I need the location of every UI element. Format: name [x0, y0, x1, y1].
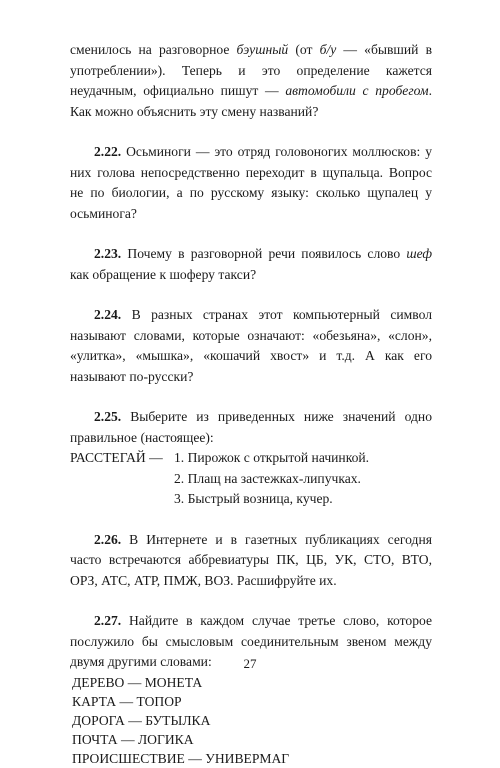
- headword: РАССТЕГАЙ —: [70, 450, 163, 465]
- list-item: ДЕРЕВО — МОНЕТА: [72, 674, 203, 690]
- question-number: 2.23.: [94, 246, 122, 261]
- word-pairs-list: [70, 673, 432, 768]
- question-2-25: 2.25. Выберите из приведенных ниже значений одно правильное (настоящее):: [70, 409, 432, 445]
- question-number: 2.22.: [94, 144, 122, 159]
- question-number: 2.25.: [94, 409, 122, 424]
- page-number: 27: [243, 656, 257, 671]
- question-2-22: 2.22. Осьминоги — это отряд головоногих моллюсков: у них голова непосредственно переходит в щупальца. Вопрос не по биологии, а по русскому языку: сколько щупалец у осьминога?: [70, 144, 432, 221]
- option-item: 3. Быстрый возница, кучер.: [174, 491, 333, 506]
- question-2-24: 2.24. В разных странах этот компьютерный символ называют словами, которые означают: «обезьяна», «слон», «улитка», «мышка», «кошачий хвост» и т.д. А как его называют по-русски?: [70, 307, 432, 384]
- option-item: 2. Плащ на застежках-липучках.: [174, 470, 361, 486]
- question-number: 2.26.: [94, 531, 122, 547]
- list-item: КАРТА — ТОПОР: [72, 693, 182, 709]
- intro-paragraph: сменилось на разговорное бэушный (от б/у — «бывший в употреблении»). Теперь и это определение кажется неудачным, официально пишут — автомобили с пробегом. Как можно объяснить эту смену названий?: [70, 42, 432, 119]
- list-item: ПОЧТА — ЛОГИКА: [72, 731, 194, 747]
- definition-options: [70, 448, 432, 510]
- list-item: ДОРОГА — БУТЫЛКА: [72, 712, 211, 728]
- question-2-23: 2.23. Почему в разговорной речи появилось слово шеф как обращение к шоферу такси?: [70, 246, 432, 282]
- list-item: ПРОИСШЕСТВИЕ — УНИВЕРМАГ: [72, 750, 290, 766]
- question-2-27: 2.27. Найдите в каждом случае третье слово, которое послужило бы смысловым соединительным звеном между двумя другими словами:: [70, 613, 432, 669]
- question-number: 2.27.: [94, 613, 122, 628]
- option-item: 1. Пирожок с открытой начинкой.: [174, 450, 370, 465]
- question-number: 2.24.: [94, 307, 122, 322]
- question-2-26: 2.26. В Интернете и в газетных публикациях сегодня часто встречаются аббревиатуры ПК, ЦБ, УК, СТО, ВТО, ОРЗ, АТС, АТР, ПМЖ, ВОЗ. Расшифруйте их.: [70, 531, 432, 588]
